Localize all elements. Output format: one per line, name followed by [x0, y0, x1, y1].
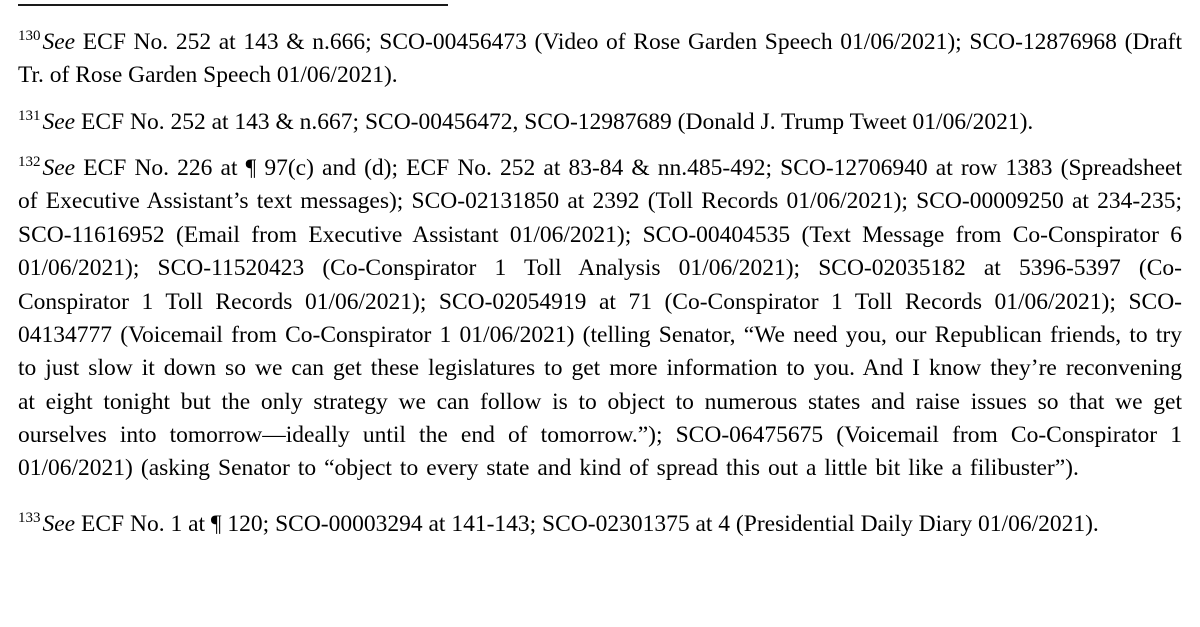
footnote-marker: 133 [18, 509, 41, 526]
footnote-separator-rule [18, 4, 448, 6]
footnote-marker: 131 [18, 107, 41, 124]
footnote-text: ECF No. 252 at 143 & n.666; SCO-00456473 (Video of Rose Garden Speech 01/06/2021); SCO-12876968 (Draft Tr. of Rose Garden Speech 01/06/2021). [18, 29, 1182, 89]
footnote-marker: 132 [18, 154, 41, 171]
footnote-132 [18, 152, 1182, 486]
footnote-130 [18, 26, 1182, 93]
footnote-text: ECF No. 1 at ¶ 120; SCO-00003294 at 141-143; SCO-02301375 at 4 (Presidential Daily Diary 01/06/2021). [75, 510, 1099, 537]
footnote-signal: See [42, 29, 76, 55]
footnote-133 [18, 508, 1182, 541]
footnote-marker: 130 [18, 28, 41, 45]
footnote-signal: See [42, 510, 76, 537]
footnote-signal: See [42, 108, 76, 135]
footnote-signal: See [42, 155, 76, 182]
footnote-text: ECF No. 226 at ¶ 97(c) and (d); ECF No. 252 at 83-84 & nn.485-492; SCO-12706940 at row 1383 (Spreadsheet of Executive Assistant’s text messages); SCO-02131850 at 2392 (Toll Records 01/06/2021); SCO-00009250 at 234-235; SCO-11616952 (Email from Executive Assistant 01/06/2021); SCO-00404535 (Text Message from Co-Conspirator 6 01/06/2021); SCO-11520423 (Co-Conspirator 1 Toll Analysis 01/06/2021); SCO-02035182 at 5396-5397 (Co-Conspirator 1 Toll Records 01/06/2021); SCO-02054919 at 71 (Co-Conspirator 1 Toll Records 01/06/2021); SCO-04134777 (Voicemail from Co-Conspirator 1 01/06/2021) (telling Senator, “We need you, our Republican friends, to try to just slow it down so we can get these legislatures to get more information to you. And I know they’re reconvening at eight tonight but the only strategy we can follow is to object to numerous states and raise issues so that we get ourselves into tomorrow—ideally until the end of tomorrow.”); SCO-06475675 (Voicemail from Co-Conspirator 1 01/06/2021) (asking Senator to “object to every state and kind of spread this out a little bit like a filibuster”). [18, 155, 1182, 482]
footnote-131 [18, 106, 1182, 139]
footnote-text: ECF No. 252 at 143 & n.667; SCO-00456472, SCO-12987689 (Donald J. Trump Tweet 01/06/2021). [75, 108, 1034, 135]
footnote-list [18, 26, 1182, 541]
